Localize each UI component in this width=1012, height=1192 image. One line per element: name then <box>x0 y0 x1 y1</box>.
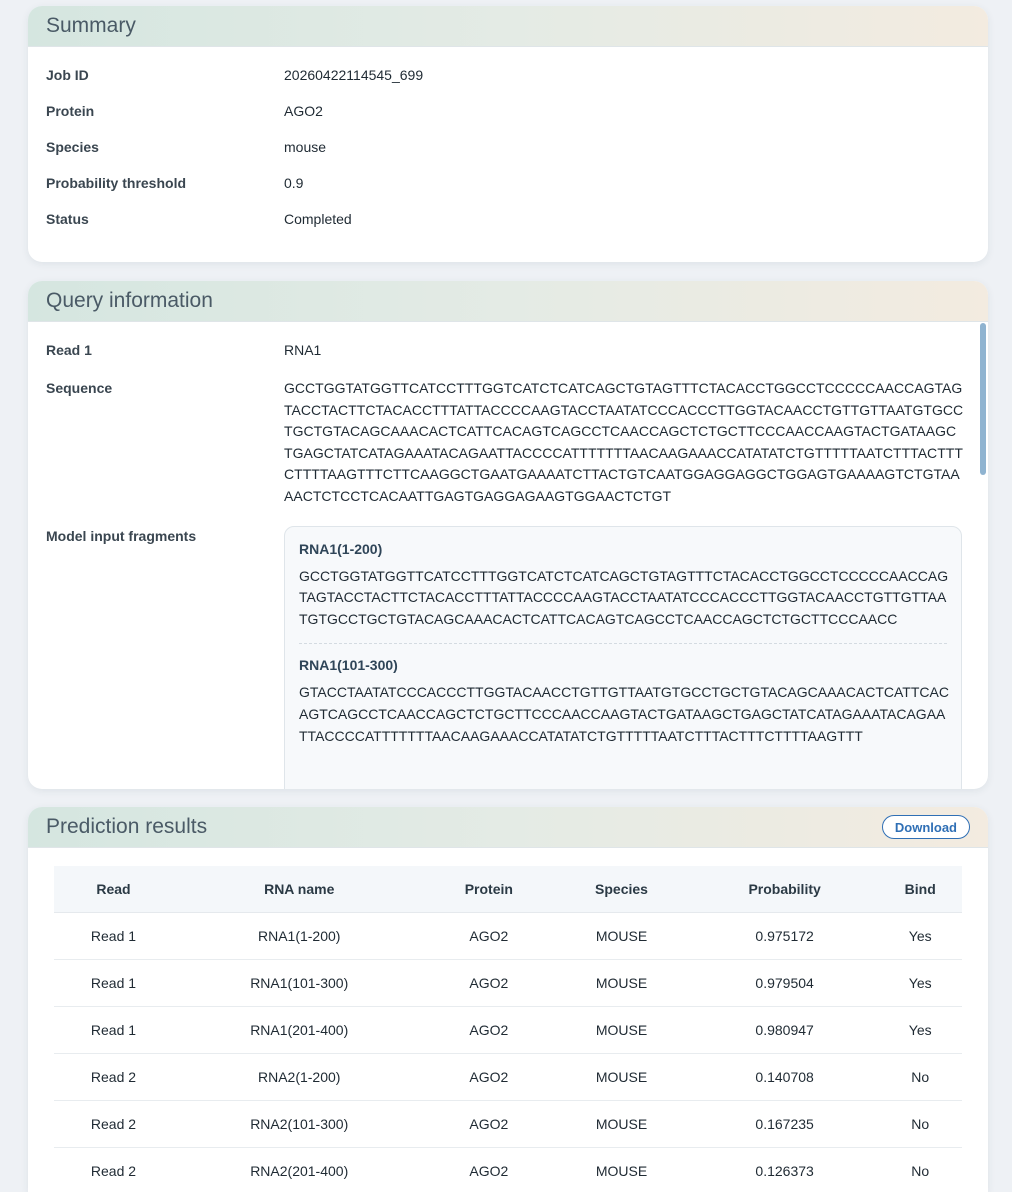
table-row <box>54 1101 962 1148</box>
cell-probability: 0.126373 <box>691 1148 879 1192</box>
summary-card <box>28 6 988 262</box>
fragments-box[interactable] <box>284 526 962 789</box>
summary-value: Completed <box>284 211 352 227</box>
cell-bind: Yes <box>878 913 962 960</box>
fragment-sequence: GCCTGGTATGGTTCATCCTTTGGTCATCTCATCAGCTGTAGTTTCTACACCTGGCCTCCCCCAACCAGTAGTACCTACTTCTACACCTTTATTACCCCAAGTACCTAATATCCCACCCTTGGTACAACCTGTTGTTAATGTGCCTGCTGTACAGCAAACACTCATTCACAGTCAGCCTCAACCAGCTCTGCTTCCCAACC <box>299 567 949 627</box>
summary-title: Summary <box>46 14 136 37</box>
cell-rna-name: RNA2(201-400) <box>173 1148 425 1192</box>
download-button[interactable]: Download <box>882 815 970 839</box>
cell-protein: AGO2 <box>425 1101 552 1148</box>
cell-rna-name: RNA2(101-300) <box>173 1101 425 1148</box>
column-header-rna-name: RNA name <box>173 866 425 913</box>
cell-read: Read 2 <box>54 1148 173 1192</box>
summary-label: Species <box>46 139 99 155</box>
summary-row-status <box>46 211 970 247</box>
results-header <box>28 807 988 848</box>
cell-bind: No <box>878 1101 962 1148</box>
fragment-name: RNA1(1-200) <box>299 540 383 557</box>
sequence-label: Sequence <box>46 380 113 396</box>
summary-row-job-id <box>46 67 970 103</box>
cell-protein: AGO2 <box>425 1054 552 1101</box>
summary-header <box>28 6 988 47</box>
cell-species: MOUSE <box>552 1054 691 1101</box>
column-header-species: Species <box>552 866 691 913</box>
fragment-divider <box>299 643 947 644</box>
cell-rna-name: RNA1(101-300) <box>173 960 425 1007</box>
fragments-label: Model input fragments <box>46 527 197 544</box>
cell-rna-name: RNA1(1-200) <box>173 913 425 960</box>
column-header-protein: Protein <box>425 866 552 913</box>
cell-species: MOUSE <box>552 1007 691 1054</box>
column-header-read: Read <box>54 866 173 913</box>
cell-species: MOUSE <box>552 960 691 1007</box>
summary-label: Status <box>46 211 89 227</box>
query-row-read <box>46 342 970 358</box>
summary-label: Probability threshold <box>46 175 187 191</box>
cell-rna-name: RNA2(1-200) <box>173 1054 425 1101</box>
summary-value: mouse <box>284 139 327 155</box>
cell-read: Read 1 <box>54 913 173 960</box>
cell-protein: AGO2 <box>425 960 552 1007</box>
summary-row-threshold <box>46 175 970 211</box>
cell-probability: 0.980947 <box>691 1007 879 1054</box>
results-card <box>28 807 988 1192</box>
fragment-item <box>299 657 947 747</box>
cell-species: MOUSE <box>552 1148 691 1192</box>
summary-row-protein <box>46 103 970 139</box>
summary-value: 20260422114545_699 <box>284 67 424 83</box>
fragment-name: RNA1(101-300) <box>299 657 398 674</box>
query-body <box>28 322 988 789</box>
fragment-item <box>299 541 947 631</box>
cell-bind: No <box>878 1148 962 1192</box>
cell-bind: Yes <box>878 1007 962 1054</box>
summary-label: Job ID <box>46 67 89 83</box>
query-header <box>28 281 988 322</box>
cell-bind: Yes <box>878 960 962 1007</box>
fragment-sequence: GTACCTAATATCCCACCCTTGGTACAACCTGTTGTTAATGTGCCTGCTGTACAGCAAACACTCATTCACAGTCAGCCTCAACCAGCTCTGCTTCCCAACCAAGTACTGATAAGCTGAGCTATCATAGAAATACAGAATTACCCCATTTTTTTAACAAGAAACCATATATCTGTTTTTAATCTTTACTTTCTTTTAAGTTT <box>299 684 949 744</box>
cell-read: Read 1 <box>54 1007 173 1054</box>
column-header-bind: Bind <box>878 866 962 913</box>
cell-read: Read 2 <box>54 1054 173 1101</box>
cell-species: MOUSE <box>552 1101 691 1148</box>
column-header-probability: Probability <box>691 866 879 913</box>
cell-read: Read 1 <box>54 960 173 1007</box>
cell-probability: 0.979504 <box>691 960 879 1007</box>
summary-label: Protein <box>46 103 95 119</box>
read-value: RNA1 <box>284 342 322 358</box>
summary-row-species <box>46 139 970 175</box>
query-row-sequence <box>46 378 970 508</box>
table-row <box>54 960 962 1007</box>
table-header-row <box>54 866 962 913</box>
cell-read: Read 2 <box>54 1101 173 1148</box>
cell-bind: No <box>878 1054 962 1101</box>
cell-protein: AGO2 <box>425 913 552 960</box>
sequence-value: GCCTGGTATGGTTCATCCTTTGGTCATCTCATCAGCTGTAGTTTCTACACCTGGCCTCCCCCAACCAGTAGTACCTACTTCTACACCTTTATTACCCCAAGTACCTAATATCCCACCCTTGGTACAACCTGTTGTTAATGTGCCTGCTGTACAGCAAACACTCATTCACAGTCAGCCTCAACCAGCTCTGCTTCCCAACCAAGTACTGATAAGCTGAGCTATCATAGAAATACAGAATTACCCCATTTTTTTAACAAGAAACCATATATCTGTTTTTAATCTTTACTTTCTTTTAAGTTTCTTCAAGGCTGAATGAAAATCTTACTGTCAATGGAGGAGGCTGGAGTGAAAAGTCTGTAAAACTCTCCTCACAATTGAGTGAGGAGAAGTGGAACTCTGT <box>284 380 964 504</box>
cell-probability: 0.975172 <box>691 913 879 960</box>
cell-probability: 0.140708 <box>691 1054 879 1101</box>
query-row-fragments <box>46 526 970 789</box>
table-row <box>54 1054 962 1101</box>
summary-value: AGO2 <box>284 103 323 119</box>
results-title: Prediction results <box>46 815 208 838</box>
cell-species: MOUSE <box>552 913 691 960</box>
query-title: Query information <box>46 289 213 312</box>
table-row <box>54 913 962 960</box>
cell-probability: 0.167235 <box>691 1101 879 1148</box>
cell-protein: AGO2 <box>425 1148 552 1192</box>
table-row <box>54 1148 962 1192</box>
read-label: Read 1 <box>46 342 92 358</box>
query-card <box>28 281 988 789</box>
summary-value: 0.9 <box>284 175 304 191</box>
cell-rna-name: RNA1(201-400) <box>173 1007 425 1054</box>
cell-protein: AGO2 <box>425 1007 552 1054</box>
summary-body <box>28 47 988 247</box>
table-row <box>54 1007 962 1054</box>
results-table <box>54 866 962 1192</box>
